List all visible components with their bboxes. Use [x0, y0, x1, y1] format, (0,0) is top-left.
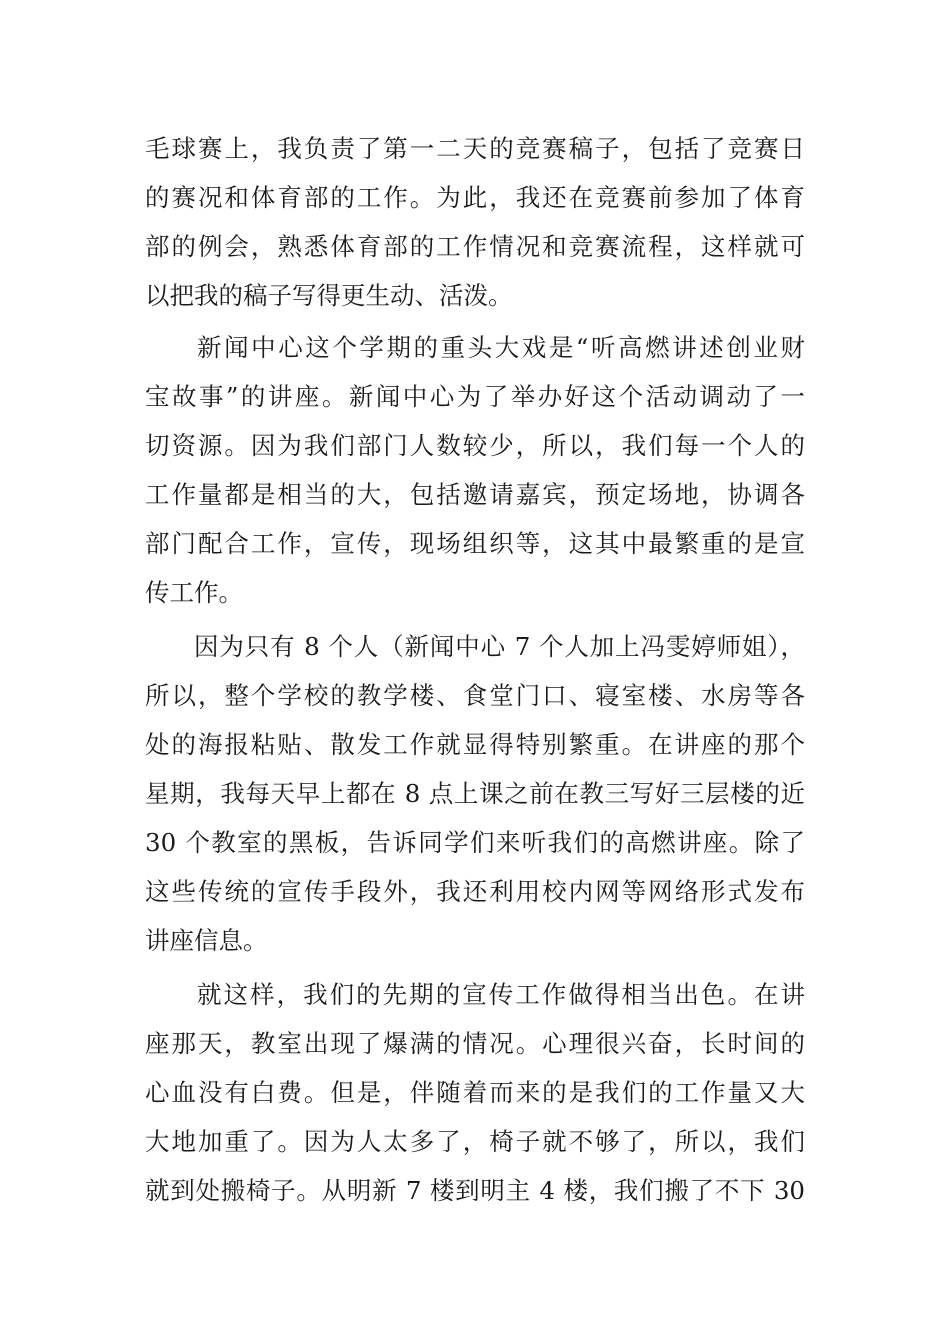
paragraph-first-line: 新闻中心这个学期的重头大戏是“听高燃讲述创业财 [197, 333, 805, 362]
paragraph-first-line: 就这样，我们的先期的宣传工作做得相当出色。在讲 [197, 980, 805, 1009]
text-line: 这些传统的宣传手段外，我还利用校内网等网络形式发布 [145, 877, 805, 906]
text-line: 星期，我每天早上都在 8 点上课之前在教三写好三层楼的近 [145, 779, 805, 808]
text-line: 大地加重了。因为人太多了，椅子就不够了，所以，我们 [145, 1127, 805, 1156]
text-line: 座那天，教室出现了爆满的情况。心理很兴奋，长时间的 [145, 1029, 805, 1058]
text-line: 工作量都是相当的大，包括邀请嘉宾，预定场地，协调各 [145, 480, 805, 509]
text-line: 部的例会，熟悉体育部的工作情况和竞赛流程，这样就可 [145, 232, 805, 261]
text-line: 就到处搬椅子。从明新 7 楼到明主 4 楼，我们搬了不下 30 [145, 1176, 805, 1205]
text-line: 30 个教室的黑板，告诉同学们来听我们的高燃讲座。除了 [145, 828, 805, 857]
text-line: 宝故事”的讲座。新闻中心为了举办好这个活动调动了一 [145, 382, 805, 411]
text-line: 的赛况和体育部的工作。为此，我还在竞赛前参加了体育 [145, 183, 805, 212]
text-line: 毛球赛上，我负责了第一二天的竞赛稿子，包括了竞赛日 [145, 134, 805, 163]
text-line: 传工作。 [145, 578, 243, 607]
text-line: 部门配合工作，宣传，现场组织等，这其中最繁重的是宣 [145, 529, 805, 558]
text-line: 讲座信息。 [145, 926, 268, 955]
text-line: 切资源。因为我们部门人数较少，所以，我们每一个人的 [145, 431, 805, 460]
text-line: 以把我的稿子写得更生动、活泼。 [145, 281, 513, 310]
text-line: 心血没有白费。但是，伴随着而来的是我们的工作量又大 [145, 1078, 805, 1107]
paragraph-first-line: 因为只有 8 个人（新闻中心 7 个人加上冯雯婷师姐）， [194, 632, 805, 661]
text-line: 所以，整个学校的教学楼、食堂门口、寝室楼、水房等各 [145, 681, 805, 710]
text-line: 处的海报粘贴、散发工作就显得特别繁重。在讲座的那个 [145, 730, 805, 759]
